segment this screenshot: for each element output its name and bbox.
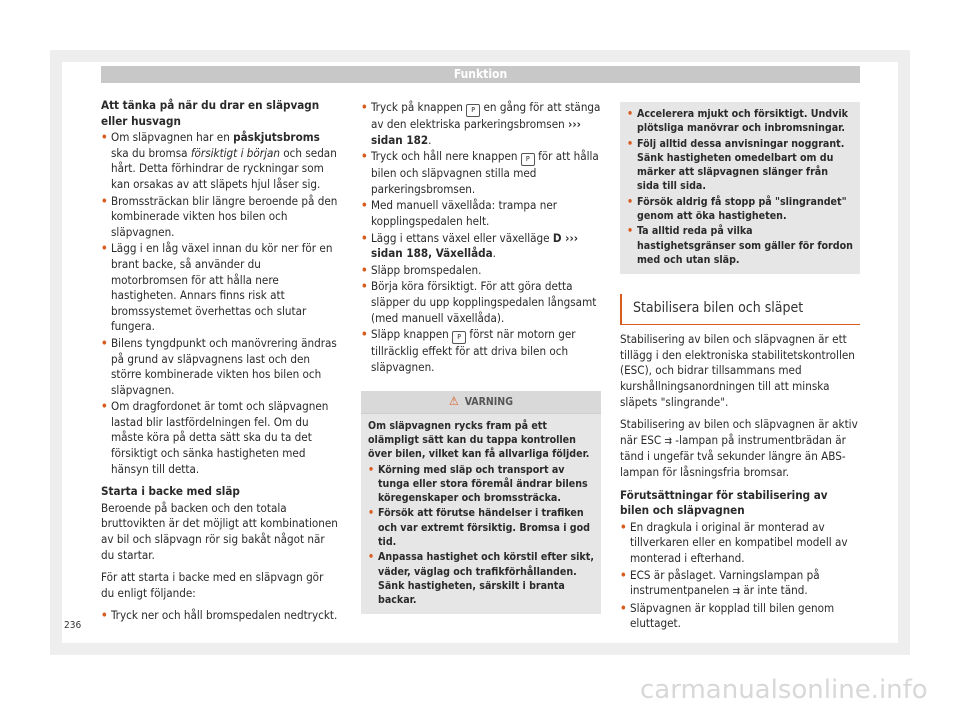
list-item: • Bilens tyngdpunkt och manövrering ändras på grund av släpvagnens last och den större kombinerade vikten hos bilen och släpvagnen. [101, 335, 337, 397]
list-item: • En dragkula i original är monterad av tillverkaren eller en kompatibel modell av monterad i efterhand. [620, 519, 848, 565]
section-heading: Starta i backe med släp [101, 484, 240, 499]
paragraph: För att starta i backe med en släpvagn gör du enligt följande: [101, 570, 324, 600]
warning-item: • Försök aldrig få stopp på "slingrandet" genom att öka hastigheten. [627, 195, 847, 223]
warning-intro: Om släpvagnen rycks fram på ett olämpligt sätt kan du tappa kontrollen över bilen, vilket kan få allvarliga följder. [368, 419, 590, 461]
warning-item: • Följ alltid dessa anvisningar noggrant. Sänk hastigheten omedelbart om du märker att släpvagnen slänger från sida till sida. [627, 137, 845, 193]
warning-continuation-box [620, 102, 860, 274]
paragraph: Stabilisering av bilen och släpvagnen är aktiv när ESC ⇉ -lampan på instrumentbrädan är tänd i ungefär två sekunder längre än ABS-lampan för låsningsfria bromsar. [620, 417, 858, 480]
warning-item: • Ta alltid reda på vilka hastighetsgränser som gäller för fordon med och utan släp. [627, 225, 853, 266]
list-item: • Om dragfordonet är tomt och släpvagnen lastad blir lastfördelningen fel. Om du måste köra på detta sätt ska du ta det försiktigt och sänka hastigheten med hänsyn till detta. [101, 399, 329, 476]
section-title: Stabilisera bilen och släpet [620, 294, 860, 325]
page-reference-link[interactable]: D ››› sidan 188, Växellåda [371, 230, 579, 261]
list-item: • Släpp knappen P först när motorn ger tillräcklig effekt för att driva bilen och släpvagnen. [361, 327, 576, 374]
page-number: 236 [64, 620, 82, 631]
list-item: • Tryck ner och håll bromspedalen nedtryckt. [101, 608, 338, 623]
warning-triangle-icon: ⚠ [449, 394, 459, 409]
list-item: • Bromssträckan blir längre beroende på den kombinerade vikten hos bilen och släpvagnen. [101, 193, 338, 239]
warning-item: • Försök att förutse händelser i trafiken och var extremt försiktig. Bromsa i god tid. [368, 507, 590, 548]
page-header: Funktion [101, 66, 860, 83]
esc-lamp-icon: ⇉ [664, 435, 672, 447]
auto-hold-button-icon: P [452, 331, 466, 344]
section-heading: Förutsättningar för stabilisering av bilen och släpvagnen [620, 487, 828, 518]
warning-header: ⚠ VARNING [361, 391, 601, 413]
column-2 [361, 100, 601, 614]
list-item: • Lägg i ettans växel eller växelläge D ››› sidan 188, Växellåda. [361, 230, 579, 261]
auto-hold-button-icon: P [521, 153, 535, 166]
warning-item: • Accelerera mjukt och försiktigt. Undvik plötsliga manövrar och inbromsningar. [627, 108, 848, 135]
list-item: • Börja köra försiktigt. För att göra detta släpper du upp kopplingspedalen långsamt (med manuell växellåda). [361, 279, 597, 325]
list-item: • Med manuell växellåda: trampa ner kopplingspedalen helt. [361, 198, 558, 228]
list-item: • Släpvagnen är kopplad till bilen genom eluttaget. [620, 600, 835, 631]
esc-warning-lamp-icon: ⇉ [732, 586, 741, 598]
column-3 [620, 102, 860, 633]
warning-item: • Körning med släp och transport av tunga eller stora föremål ändrar bilens köregenskaper och bromssträcka. [368, 463, 588, 505]
warning-box [361, 391, 601, 614]
column-1 [101, 98, 339, 625]
parking-brake-button-icon: P [466, 104, 480, 117]
list-item: • Tryck och håll nere knappen P för att hålla bilen och släpvagnen stilla med parkeringsbromsen. [361, 149, 599, 196]
watermark: carmanualsonline.info [640, 675, 928, 705]
section-heading: Att tänka på när du drar en släpvagn eller husvagn [101, 98, 320, 128]
page-reference-link[interactable]: ››› sidan 182 [371, 117, 581, 147]
list-item: • Lägg i en låg växel innan du kör ner för en brant backe, så använder du motorbromsen för att hålla nere hastigheten. Annars finns risk att bromssystemet överhettas och slutar fungera. [101, 241, 333, 334]
list-item: • Tryck på knappen P en gång för att stänga av den elektriska parkeringsbromsen ››› sidan 182. [361, 100, 601, 147]
list-item: • Om släpvagnen har en påskjutsbroms ska du bromsa försiktigt i början och sedan hårt. Detta förhindrar de ryckningar som kan orsakas av att släpets hjul låser sig. [101, 130, 337, 191]
paragraph: Stabilisering av bilen och släpvagnen är ett tillägg i den elektroniska stabilitetskontrollen (ESC), och bidrar tillsammans med kurshållningsanordningen till att minska släpets "slingrande". [620, 332, 855, 409]
list-item: • ECS är påslaget. Varningslampan på instrumentpanelen ⇉ är inte tänd. [620, 568, 860, 600]
paragraph: Beroende på backen och den totala bruttovikten är det möjligt att kombinationen av bil och släpvagn rör sig bakåt något när du startar. [101, 500, 338, 562]
warning-item: • Anpassa hastighet och körstil efter sikt, väder, väglag och trafikförhållanden. Sänk hastigheten, särskilt i branta backar. [368, 551, 594, 607]
list-item: • Släpp bromspedalen. [361, 262, 482, 277]
